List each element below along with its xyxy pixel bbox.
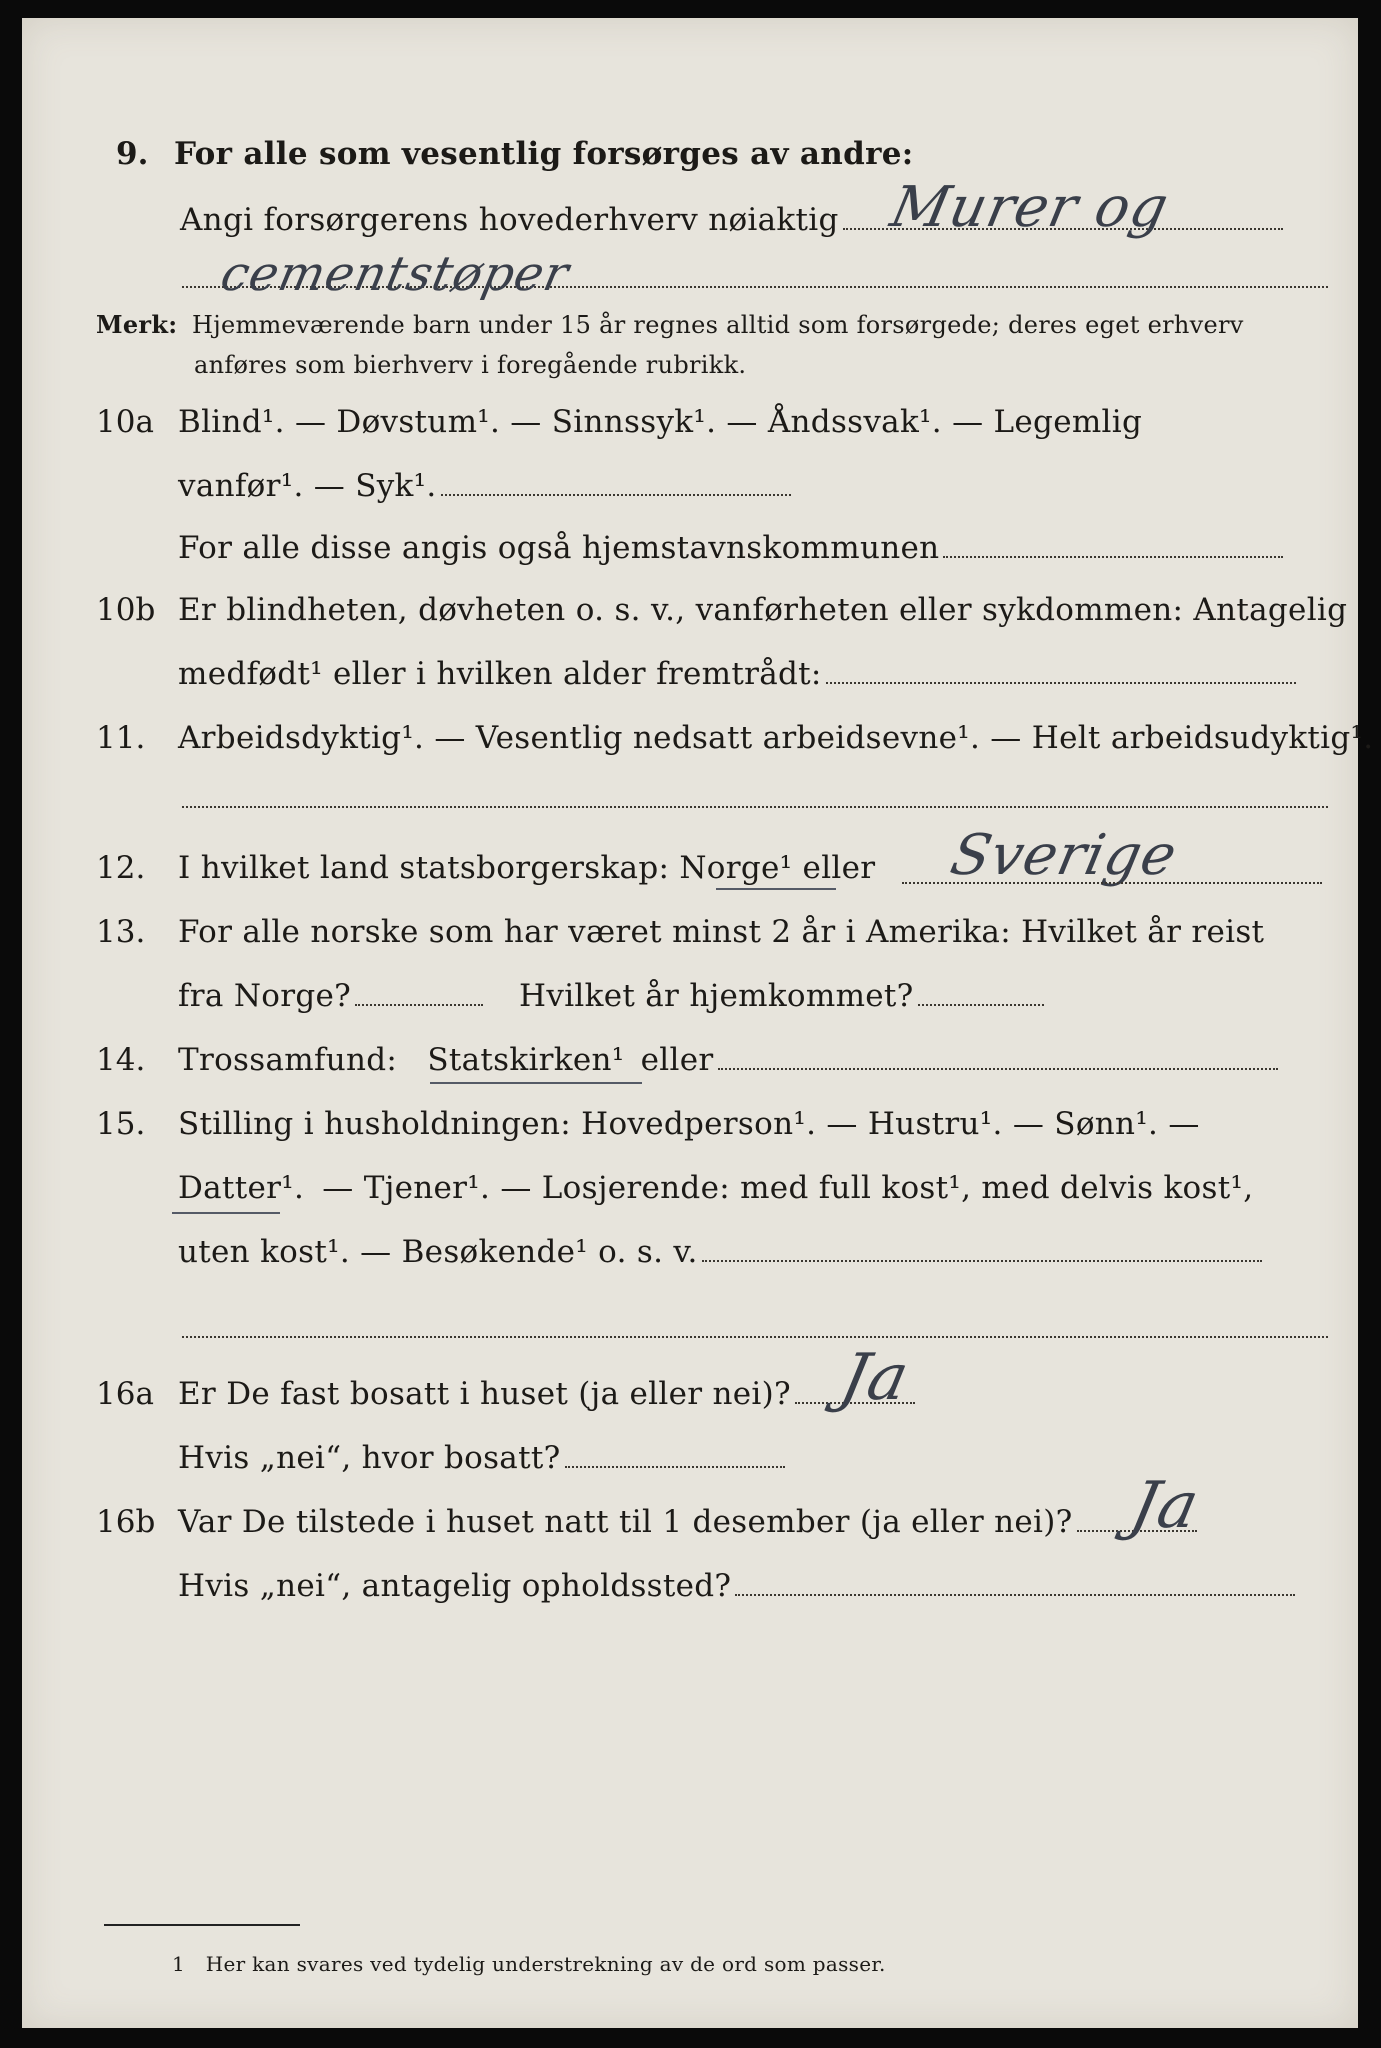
q14-answer-line[interactable] [718, 1066, 1278, 1070]
q13-line2a-label: fra Norge? [178, 978, 352, 1014]
q15-line2 [178, 1168, 1253, 1208]
q16b-line1-label: Var De tilstede i huset natt til 1 desember (ja eller nei)? [178, 1504, 1073, 1540]
q10b-line2 [178, 654, 1296, 694]
q16a-line1 [178, 1374, 915, 1414]
q12-line1: I hvilket land statsborgerskap: Norge¹ eller [178, 850, 876, 886]
q10a-line2 [178, 466, 791, 506]
q16a-number: 16a [96, 1376, 154, 1412]
q12-answer-line[interactable] [902, 882, 1322, 884]
footnote-mark: 1 [172, 1952, 186, 1976]
q15-line2-rest: — Tjener¹. — Losjerende: med full kost¹, med delvis kost¹, [322, 1170, 1254, 1206]
q10b-line2-label: medfødt¹ eller i hvilken alder fremtrådt: [178, 656, 822, 692]
q13-line2 [178, 976, 1044, 1016]
q13-line1: For alle norske som har været minst 2 år i Amerika: Hvilket år reist [178, 914, 1265, 950]
q14-number: 14. [96, 1042, 146, 1078]
q11-answer-line[interactable] [182, 806, 1328, 808]
q9-handwritten-answer-2: cementstøper [216, 246, 575, 302]
q10a-line1: Blind¹. — Døvstum¹. — Sinnssyk¹. — Åndssvak¹. — Legemlig [178, 404, 1143, 440]
q9-handwritten-answer-1: Murer og [885, 175, 1175, 240]
q12-number: 12. [96, 850, 146, 886]
q10a-line2-label: vanfør¹. — Syk¹. [178, 468, 437, 504]
q13-return-year-line[interactable] [918, 1002, 1044, 1006]
merk-line2: anføres som bierhverv i foregående rubrikk. [194, 351, 747, 379]
census-form-page [22, 18, 1374, 2028]
q14-statskirken-underline [430, 1082, 642, 1084]
q15-answer-line-2[interactable] [182, 1336, 1328, 1338]
q10a-hometown-line[interactable] [943, 554, 1283, 558]
q10a-answer-line[interactable] [441, 492, 791, 496]
q13-number: 13. [96, 914, 146, 950]
q15-line3-label: uten kost¹. — Besøkende¹ o. s. v. [178, 1234, 698, 1270]
q16b-location-line[interactable] [735, 1592, 1295, 1596]
q14-label: Trossamfund: [178, 1042, 398, 1078]
q16b-line2 [178, 1566, 1295, 1606]
q10b-line1: Er blindheten, døvheten o. s. v., vanførheten eller sykdommen: Antagelig [178, 592, 1348, 628]
q13-line2b-label: Hvilket år hjemkommet? [519, 978, 914, 1014]
q16a-residence-line[interactable] [565, 1464, 785, 1468]
q15-line1: Stilling i husholdningen: Hovedperson¹. — Hustru¹. — Sønn¹. — [178, 1106, 1200, 1142]
q10b-answer-line[interactable] [826, 680, 1296, 684]
q14-eller: eller [640, 1042, 714, 1078]
merk-line1: Hjemmeværende barn under 15 år regnes alltid som forsørgede; deres eget erhverv [192, 311, 1244, 339]
q11-line1: Arbeidsdyktig¹. — Vesentlig nedsatt arbeidsevne¹. — Helt arbeidsudyktig¹. [178, 720, 1374, 756]
q16a-line2-label: Hvis „nei“, hvor bosatt? [178, 1440, 561, 1476]
q12-norge-underline [716, 888, 836, 890]
q16b-line1 [178, 1502, 1197, 1542]
footnote-text: Her kan svares ved tydelig understrekning av de ord som passer. [205, 1952, 886, 1976]
footnote-rule [104, 1924, 300, 1926]
q14-line1 [178, 1040, 1278, 1080]
q15-datter-underline [172, 1212, 280, 1214]
q15-line3 [178, 1232, 1262, 1272]
q16a-line2 [178, 1438, 785, 1478]
q9-number: 9. [116, 136, 149, 172]
q15-datter[interactable]: Datter¹. [178, 1170, 305, 1206]
q15-number: 15. [96, 1106, 146, 1142]
footnote [172, 1952, 886, 1976]
q9-line2-label: Angi forsørgerens hovederhverv nøiaktig [180, 202, 839, 238]
q10b-number: 10b [96, 592, 156, 628]
q12-handwritten-answer: Sverige [945, 823, 1183, 888]
merk-label: Merk: [96, 310, 178, 339]
q13-departure-year-line[interactable] [355, 1002, 483, 1006]
q9-line1: For alle som vesentlig forsørges av andre: [174, 136, 914, 172]
q16b-line2-label: Hvis „nei“, antagelig opholdssted? [178, 1568, 732, 1604]
q14-statskirken[interactable]: Statskirken¹ [427, 1042, 625, 1078]
q10a-line3-label: For alle disse angis også hjemstavnskommunen [178, 530, 940, 566]
q16a-handwritten-answer: Ja [834, 1341, 916, 1415]
q16b-number: 16b [96, 1504, 156, 1540]
q16a-line1-label: Er De fast bosatt i huset (ja eller nei)? [178, 1376, 791, 1412]
q10a-number: 10a [96, 404, 154, 440]
q11-number: 11. [96, 720, 146, 756]
q16b-handwritten-answer: Ja [1124, 1469, 1206, 1543]
q15-answer-line[interactable] [702, 1258, 1262, 1262]
q10a-line3 [178, 528, 1283, 568]
